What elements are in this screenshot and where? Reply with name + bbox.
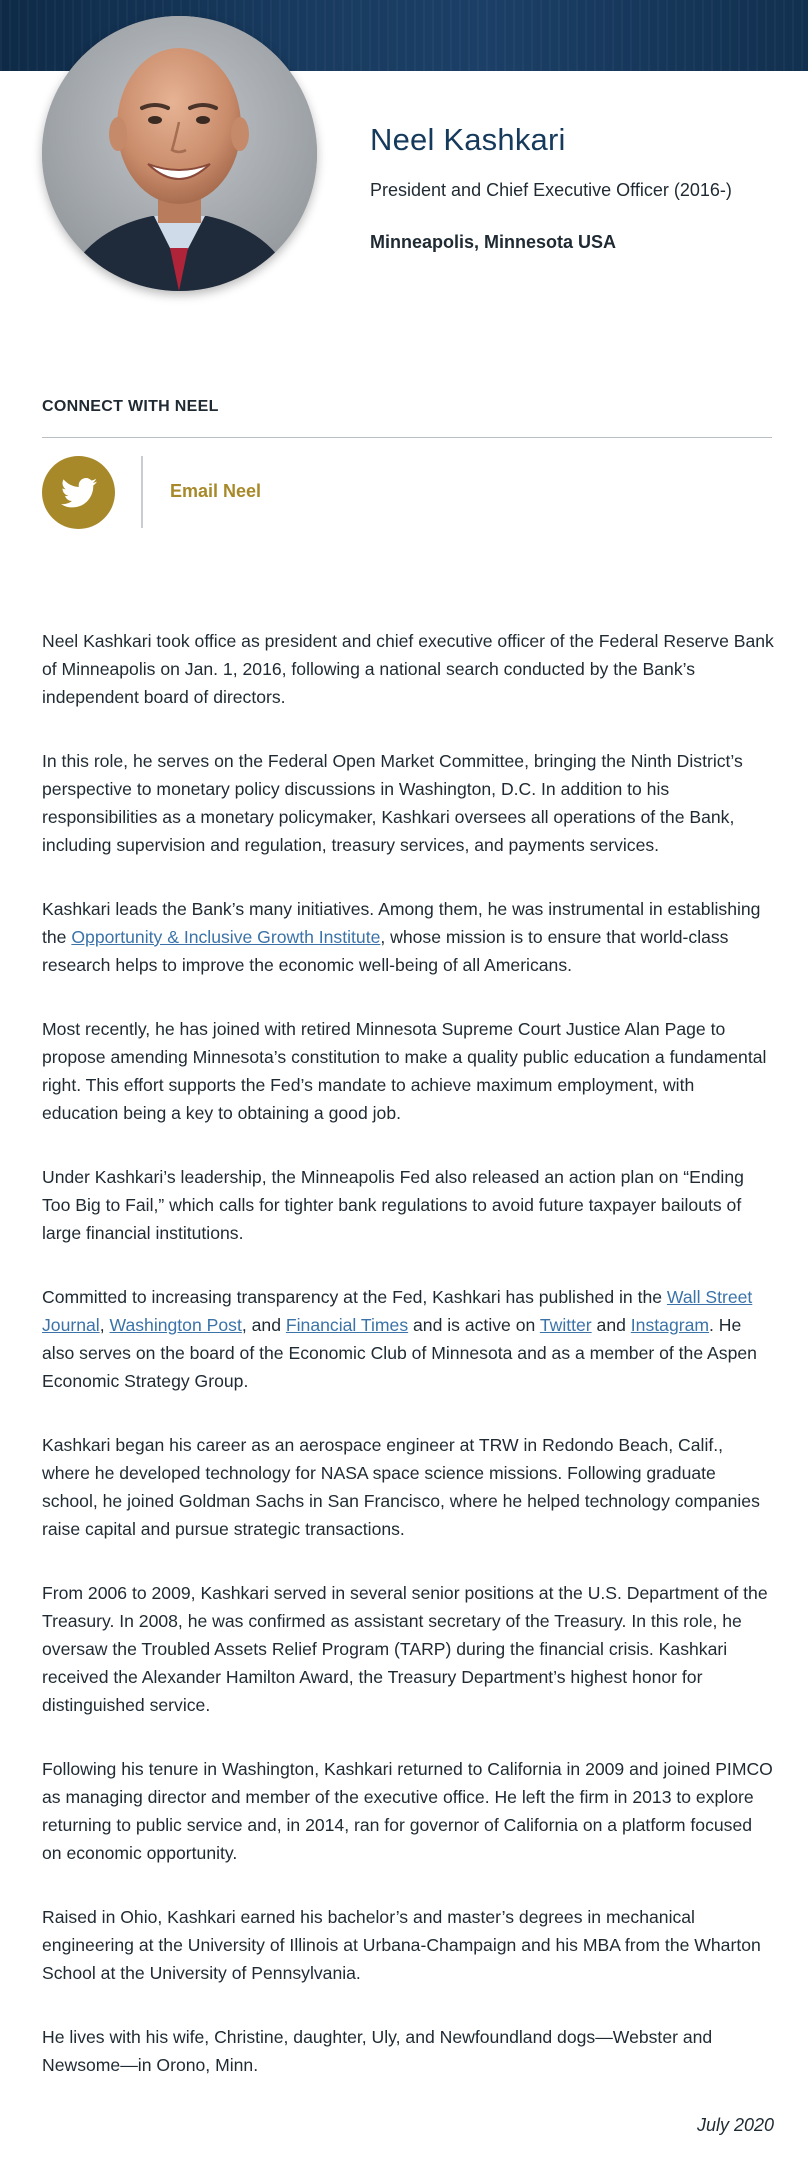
- twitter-link[interactable]: Twitter: [539, 1315, 592, 1335]
- bio-text: ,: [99, 1315, 110, 1335]
- bio-paragraph-8: From 2006 to 2009, Kashkari served in several senior positions at the U.S. Department of the Treasury. In 2008, he was confirmed as assistant secretary of the Treasury. In this role, he oversaw the Troubled Assets Relief Program (TARP) during the financial crisis. Kashkari received the Alexander Hamilton Award, the Treasury Department’s highest honor for distinguished service.: [42, 1583, 768, 1715]
- profile-name: Neel Kashkari: [370, 122, 566, 157]
- bio-paragraph-10: Raised in Ohio, Kashkari earned his bachelor’s and master’s degrees in mechanical engineering at the University of Illinois at Urbana-Champaign and his MBA from the Wharton School at the University of Pennsylvania.: [42, 1907, 761, 1983]
- profile-title: President and Chief Executive Officer (2016-): [370, 180, 732, 200]
- wall-street-journal-link[interactable]: Wall Street Journal: [42, 1287, 753, 1335]
- bio-paragraph-3: [42, 895, 774, 979]
- bio-text: , and: [241, 1315, 286, 1335]
- connect-divider-line: [42, 437, 772, 438]
- bio-paragraph-9: Following his tenure in Washington, Kashkari returned to California in 2009 and joined PIMCO as managing director and member of the executive office. He left the firm in 2013 to explore returning to public service and, in 2014, ran for governor of California on a platform focused on economic opportunity.: [42, 1759, 773, 1863]
- twitter-button[interactable]: [42, 456, 115, 529]
- bio-paragraph-7: Kashkari began his career as an aerospace engineer at TRW in Redondo Beach, Calif., where he developed technology for NASA space science missions. Following graduate school, he joined Goldman Sachs in San Francisco, where he helped technology companies raise capital and pursue strategic transactions.: [42, 1435, 760, 1539]
- bio-paragraph-5: Under Kashkari’s leadership, the Minneapolis Fed also released an action plan on “Ending Too Big to Fail,” which calls for tighter bank regulations to avoid future taxpayer bailouts of large financial institutions.: [42, 1167, 744, 1243]
- bio-paragraph-6: [42, 1283, 774, 1395]
- connect-vertical-divider: [141, 456, 143, 528]
- bio-paragraph-4: Most recently, he has joined with retired Minnesota Supreme Court Justice Alan Page to propose amending Minnesota’s constitution to make a quality public education a fundamental right. This effort supports the Fed’s mandate to achieve maximum employment, with education being a key to obtaining a good job.: [42, 1019, 767, 1123]
- email-neel-link[interactable]: Email Neel: [170, 481, 262, 501]
- washington-post-link[interactable]: Washington Post: [109, 1315, 242, 1335]
- bio-text: . He also serves on the board of the Economic Club of Minnesota and as a member of the Aspen Economic Strategy Group.: [42, 1315, 757, 1391]
- financial-times-link[interactable]: Financial Times: [285, 1315, 409, 1335]
- portrait-photo: [42, 16, 317, 291]
- bio-text: , whose mission is to ensure that world-class research helps to improve the economic well-being of all Americans.: [42, 927, 729, 975]
- bio-text: and: [591, 1315, 631, 1335]
- bio-paragraph-2: In this role, he serves on the Federal Open Market Committee, bringing the Ninth District’s perspective to monetary policy discussions in Washington, D.C. In addition to his responsibilities as a monetary policymaker, Kashkari oversees all operations of the Bank, including supervision and regulation, treasury services, and payments services.: [42, 751, 743, 855]
- biography: [42, 627, 774, 2115]
- opportunity-institute-link[interactable]: Opportunity & Inclusive Growth Institute: [71, 927, 381, 947]
- bio-text: Committed to increasing transparency at the Fed, Kashkari has published in the: [42, 1287, 667, 1307]
- bio-paragraph-1: Neel Kashkari took office as president and chief executive officer of the Federal Reserve Bank of Minneapolis on Jan. 1, 2016, following a national search conducted by the Bank’s independent board of directors.: [42, 631, 774, 707]
- updated-date: July 2020: [696, 2115, 774, 2135]
- bio-text: and is active on: [408, 1315, 540, 1335]
- bio-text: Kashkari leads the Bank’s many initiatives. Among them, he was instrumental in establishing the: [42, 899, 761, 947]
- instagram-link[interactable]: Instagram: [630, 1315, 710, 1335]
- bio-paragraph-11: He lives with his wife, Christine, daughter, Uly, and Newfoundland dogs—Webster and Newsome—in Orono, Minn.: [42, 2027, 713, 2075]
- twitter-bird-icon: [61, 478, 97, 508]
- person-portrait-icon: [42, 16, 317, 291]
- connect-heading: CONNECT WITH NEEL: [42, 398, 219, 415]
- profile-location: Minneapolis, Minnesota USA: [370, 232, 617, 252]
